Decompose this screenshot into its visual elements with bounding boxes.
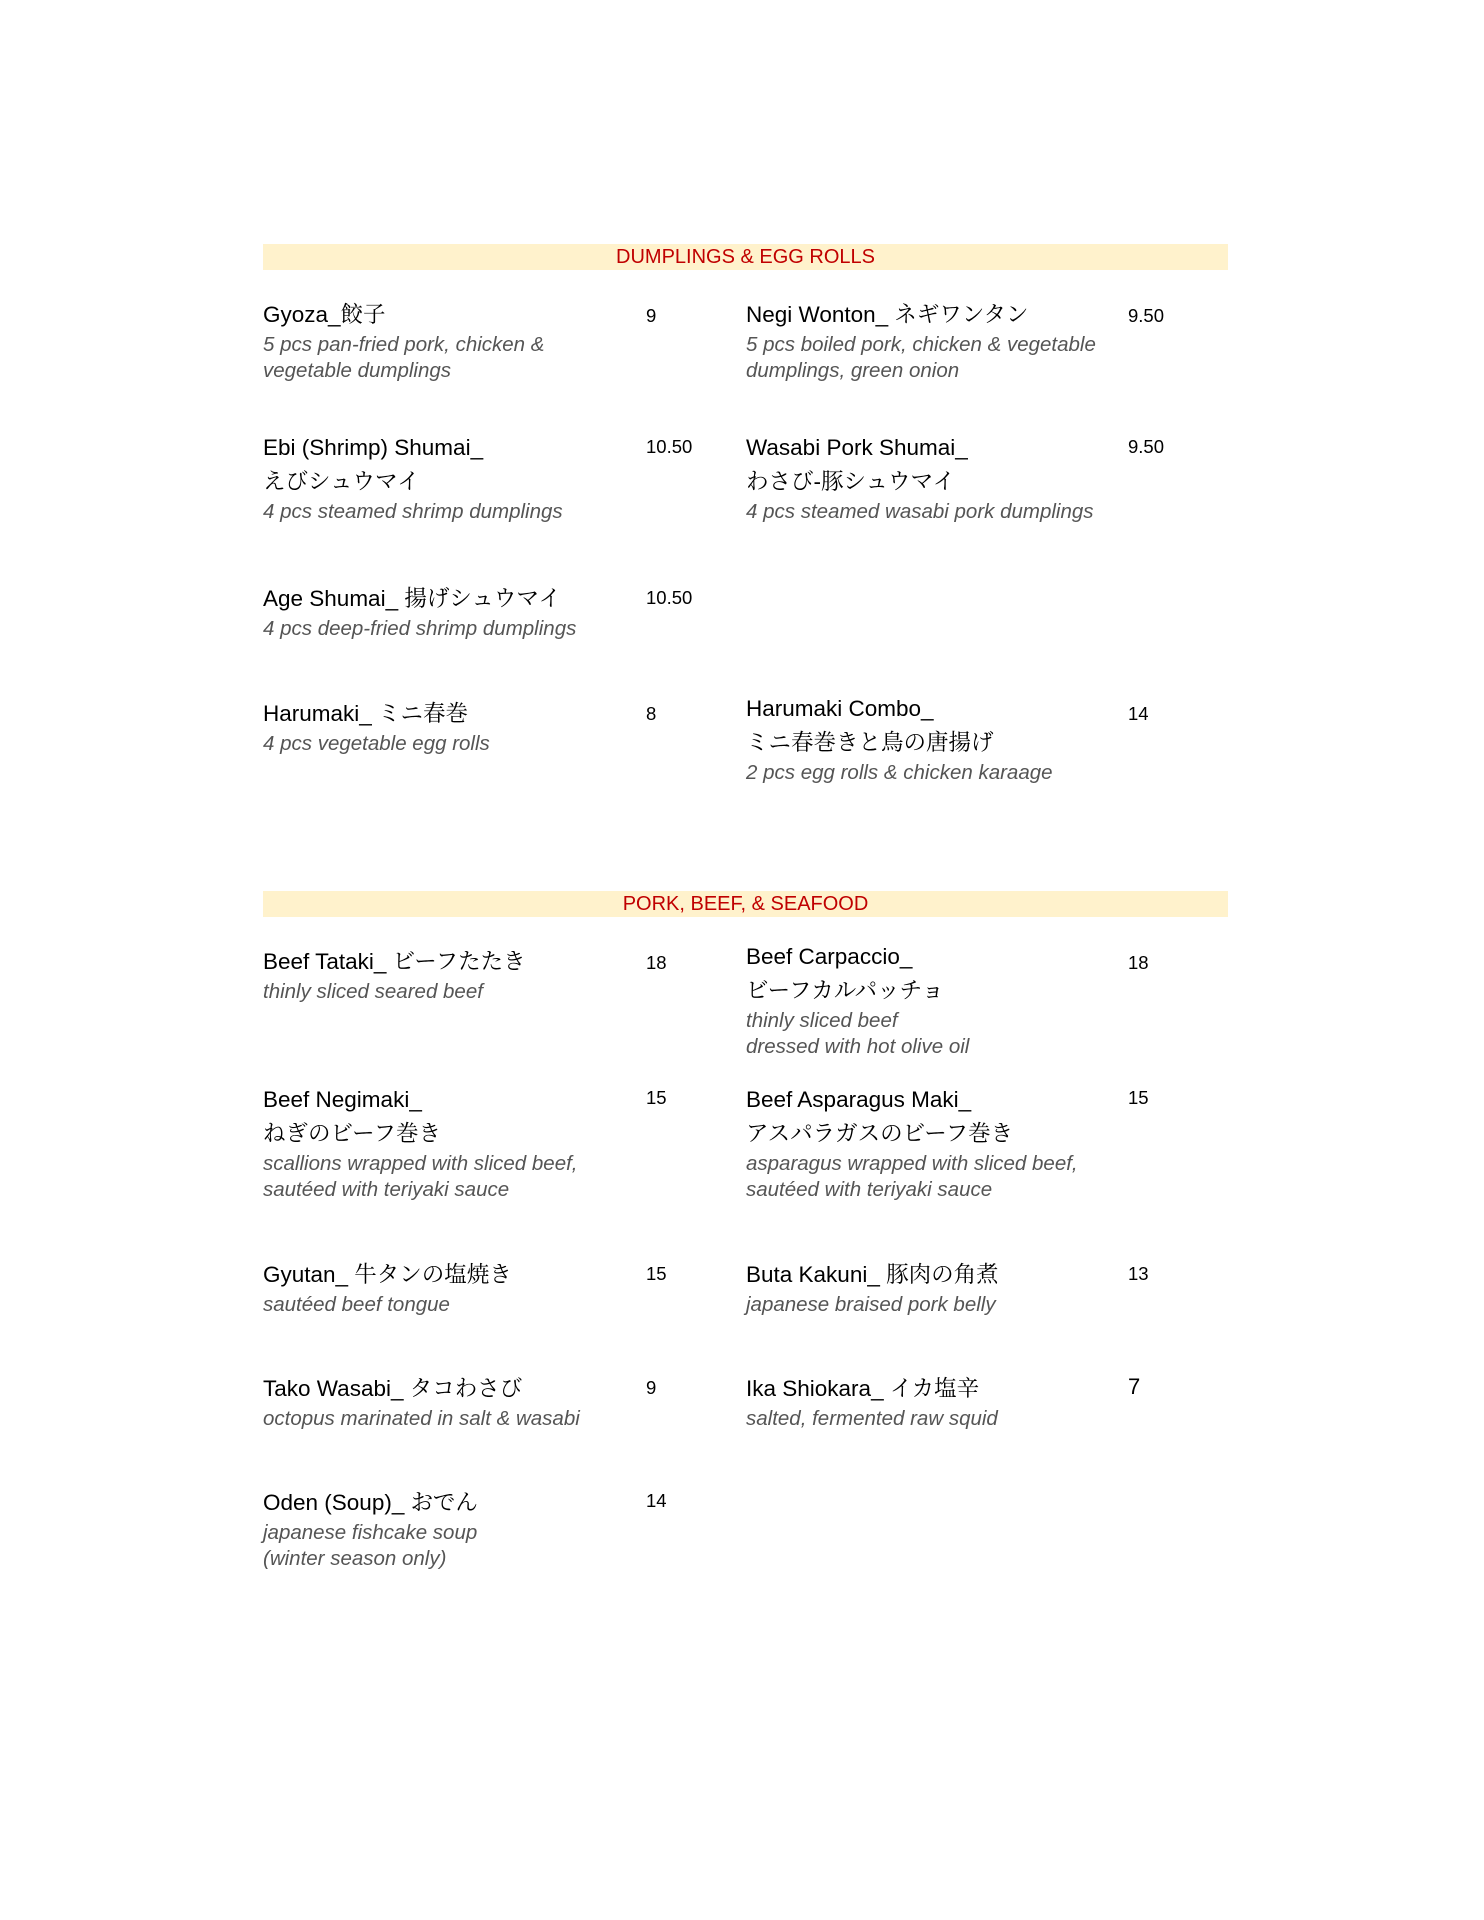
item-name: Gyoza_餃子 bbox=[263, 302, 386, 327]
item-price: 15 bbox=[646, 1087, 667, 1108]
menu-item-harumaki-combo bbox=[746, 692, 1053, 786]
item-name-japanese: わさび-豚シュウマイ bbox=[746, 469, 956, 494]
menu-item-beef-asparagus-maki bbox=[746, 1083, 1078, 1203]
menu-item-wasabi-pork-shumai bbox=[746, 431, 1094, 525]
item-name-japanese: アスパラガスのビーフ巻き bbox=[746, 1121, 1014, 1146]
item-description: 4 pcs steamed wasabi pork dumplings bbox=[746, 500, 1094, 523]
item-description: thinly sliced seared beef bbox=[263, 980, 483, 1003]
item-name: Harumaki_ ミニ春巻 bbox=[263, 701, 469, 726]
item-description: sautéed beef tongue bbox=[263, 1293, 450, 1316]
item-name-japanese: ミニ春巻きと鳥の唐揚げ bbox=[746, 730, 994, 755]
item-description: japanese fishcake soup bbox=[263, 1521, 478, 1544]
menu-item-harumaki bbox=[263, 697, 490, 757]
item-name: Beef Negimaki_ bbox=[263, 1087, 422, 1112]
item-description: asparagus wrapped with sliced beef, bbox=[746, 1152, 1078, 1175]
menu-item-negi-wonton bbox=[746, 298, 1096, 384]
item-name-japanese: ビーフカルパッチョ bbox=[746, 978, 945, 1003]
item-name: Gyutan_ 牛タンの塩焼き bbox=[263, 1262, 512, 1287]
item-price: 18 bbox=[1128, 952, 1149, 973]
item-name: Wasabi Pork Shumai_ bbox=[746, 435, 968, 460]
menu-item-beef-negimaki bbox=[263, 1083, 578, 1203]
item-name: Oden (Soup)_ おでん bbox=[263, 1490, 478, 1515]
menu-item-oden bbox=[263, 1486, 478, 1572]
item-price: 7 bbox=[1128, 1374, 1141, 1399]
item-name: Ika Shiokara_ イカ塩辛 bbox=[746, 1376, 980, 1401]
item-description: scallions wrapped with sliced beef, bbox=[263, 1152, 578, 1175]
item-price: 9 bbox=[646, 305, 657, 326]
item-price: 14 bbox=[646, 1490, 667, 1511]
item-description: (winter season only) bbox=[263, 1547, 447, 1570]
item-name: Buta Kakuni_ 豚肉の角煮 bbox=[746, 1262, 999, 1287]
item-description: salted, fermented raw squid bbox=[746, 1407, 998, 1430]
item-name: Tako Wasabi_ タコわさび bbox=[263, 1376, 523, 1401]
item-description: 4 pcs vegetable egg rolls bbox=[263, 732, 490, 755]
menu-item-beef-carpaccio bbox=[746, 940, 969, 1060]
item-price: 15 bbox=[646, 1263, 667, 1284]
item-description: 4 pcs steamed shrimp dumplings bbox=[263, 500, 563, 523]
section-header: DUMPLINGS & EGG ROLLS bbox=[263, 244, 1228, 270]
item-description: thinly sliced beef bbox=[746, 1009, 898, 1032]
item-name: Beef Asparagus Maki_ bbox=[746, 1087, 972, 1112]
item-price: 9.50 bbox=[1128, 305, 1165, 326]
menu-item-buta-kakuni bbox=[746, 1258, 999, 1318]
item-description: sautéed with teriyaki sauce bbox=[746, 1178, 993, 1201]
item-name: Harumaki Combo_ bbox=[746, 696, 934, 721]
item-description: 4 pcs deep-fried shrimp dumplings bbox=[263, 617, 577, 640]
menu-item-ebi-shumai bbox=[263, 431, 563, 525]
item-price: 9.50 bbox=[1128, 436, 1165, 457]
item-name: Beef Tataki_ ビーフたたき bbox=[263, 949, 526, 974]
item-name: Negi Wonton_ ネギワンタン bbox=[746, 302, 1029, 327]
menu-item-age-shumai bbox=[263, 582, 576, 642]
item-description: octopus marinated in salt & wasabi bbox=[263, 1407, 580, 1430]
item-description: sautéed with teriyaki sauce bbox=[263, 1178, 510, 1201]
menu-item-gyoza bbox=[263, 298, 544, 384]
item-price: 15 bbox=[1128, 1087, 1149, 1108]
section-header: PORK, BEEF, & SEAFOOD bbox=[263, 891, 1228, 917]
section-pork-beef-seafood bbox=[263, 891, 1228, 917]
item-price: 13 bbox=[1128, 1263, 1149, 1284]
item-price: 14 bbox=[1128, 703, 1149, 724]
item-name-japanese: ねぎのビーフ巻き bbox=[263, 1121, 441, 1146]
item-description: 5 pcs pan-fried pork, chicken & bbox=[263, 333, 545, 356]
item-price: 10.50 bbox=[646, 587, 693, 608]
menu-item-gyutan bbox=[263, 1258, 512, 1318]
section-dumplings bbox=[263, 244, 1228, 270]
menu-item-ika-shiokara bbox=[746, 1372, 998, 1432]
item-description: 2 pcs egg rolls & chicken karaage bbox=[746, 761, 1053, 784]
item-name: Age Shumai_ 揚げシュウマイ bbox=[263, 586, 561, 611]
item-description: vegetable dumplings bbox=[263, 359, 452, 382]
item-price: 8 bbox=[646, 703, 657, 724]
item-price: 10.50 bbox=[646, 436, 693, 457]
item-description: japanese braised pork belly bbox=[746, 1293, 996, 1316]
item-name: Ebi (Shrimp) Shumai_ bbox=[263, 435, 484, 460]
item-description: dressed with hot olive oil bbox=[746, 1035, 970, 1058]
item-price: 9 bbox=[646, 1377, 657, 1398]
item-name: Beef Carpaccio_ bbox=[746, 944, 913, 969]
item-description: dumplings, green onion bbox=[746, 359, 960, 382]
menu-item-beef-tataki bbox=[263, 945, 526, 1005]
menu-item-tako-wasabi bbox=[263, 1372, 580, 1432]
item-description: 5 pcs boiled pork, chicken & vegetable bbox=[746, 333, 1096, 356]
item-name-japanese: えびシュウマイ bbox=[263, 469, 420, 494]
item-price: 18 bbox=[646, 952, 667, 973]
